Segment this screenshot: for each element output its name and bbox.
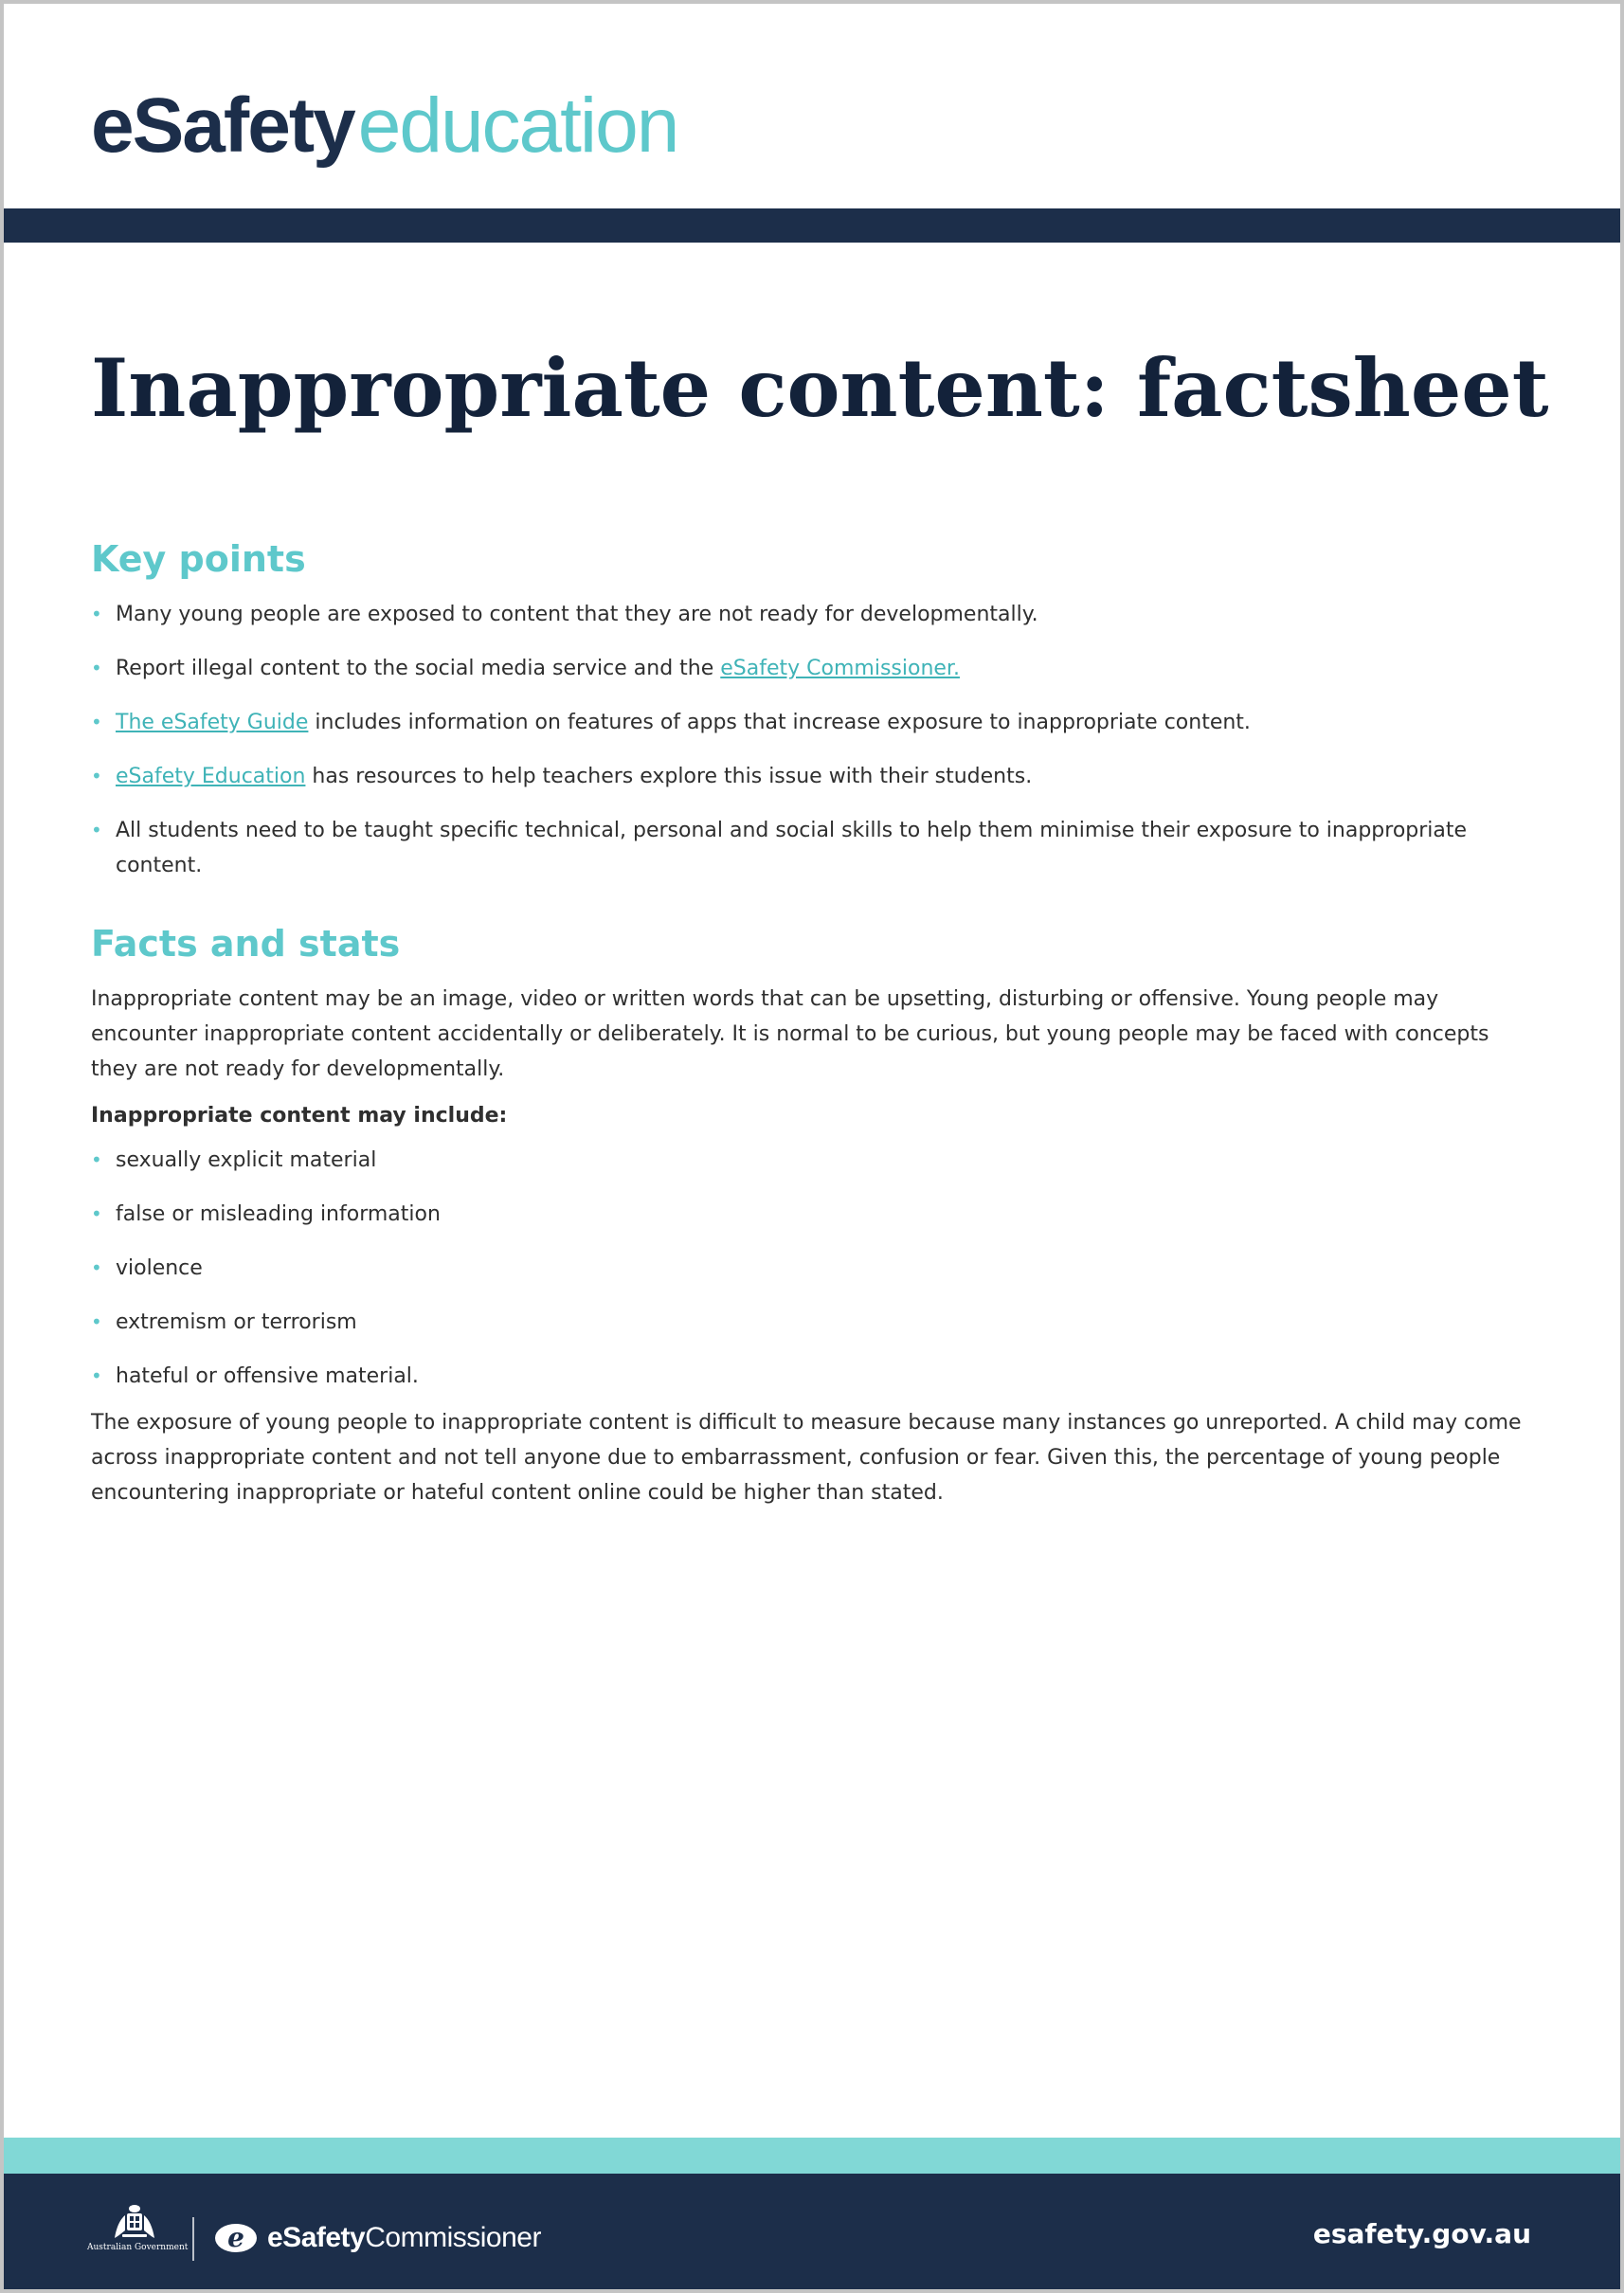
list-item: [91, 1143, 1531, 1178]
esafety-e-icon: [214, 2222, 258, 2254]
key-points-list: [91, 597, 1531, 883]
main-content: [91, 531, 1531, 1510]
esafety-education-link[interactable]: eSafety Education: [116, 765, 306, 788]
bullet-dot-icon: •: [91, 1364, 102, 1387]
content-type-text: sexually explicit material: [116, 1148, 377, 1172]
footer-accent-band: [4, 2138, 1620, 2174]
list-item: [91, 651, 1531, 686]
logo-light-text: education: [357, 82, 678, 169]
logo-strong-text: eSafety: [91, 82, 354, 169]
content-type-text: false or misleading information: [116, 1202, 441, 1226]
facts-heading: Facts and stats: [91, 923, 401, 965]
list-item: [91, 1359, 1531, 1394]
bullet-dot-icon: •: [91, 1310, 102, 1333]
bullet-dot-icon: •: [91, 765, 102, 787]
content-type-text: violence: [116, 1256, 203, 1280]
esafety-commissioner-logo: [214, 2217, 541, 2259]
key-point-text: includes information on features of apps that increase exposure to inappropriate content.: [308, 711, 1251, 734]
commissioner-strong-text: eSafety: [267, 2222, 366, 2253]
key-point-text: All students need to be taught specific technical, personal and social skills to help them minimise their exposure to inappropriate content.: [116, 819, 1468, 877]
bullet-dot-icon: •: [91, 819, 102, 841]
esafety-education-logo: [91, 83, 677, 169]
key-points-heading: Key points: [91, 538, 306, 580]
bullet-dot-icon: •: [91, 603, 102, 625]
content-type-text: hateful or offensive material.: [116, 1364, 419, 1388]
list-item: [91, 1251, 1531, 1286]
bullet-dot-icon: •: [91, 1148, 102, 1171]
facts-closing: The exposure of young people to inappropriate content is difficult to measure because many instances go unreported. A child may come across inappropriate content and not tell anyone due to embarrassment, confusion or fear. Given this, the percentage of young people encountering inappropriate or hateful content online could be higher than stated.: [91, 1411, 1522, 1505]
list-item: [91, 813, 1531, 883]
list-item: [91, 705, 1531, 740]
bullet-dot-icon: •: [91, 657, 102, 679]
key-point-text: Report illegal content to the social media service and the: [116, 657, 721, 680]
coat-of-arms-icon: [109, 2202, 160, 2242]
list-item: [91, 1305, 1531, 1340]
website-link[interactable]: esafety.gov.au: [1312, 2218, 1531, 2249]
list-item: [91, 597, 1531, 632]
bullet-dot-icon: •: [91, 1256, 102, 1279]
page-title: Inappropriate content: factsheet: [91, 341, 1549, 435]
content-types-subheading: Inappropriate content may include:: [91, 1104, 508, 1128]
bullet-dot-icon: •: [91, 711, 102, 733]
commissioner-light-text: Commissioner: [365, 2222, 541, 2253]
government-text: Australian Government: [87, 2243, 189, 2252]
facts-intro: Inappropriate content may be an image, video or written words that can be upsetting, disturbing or offensive. Young people may encounter inappropriate content accidentally or deliberately. It is normal to be curious, but young people may be faced with concepts they are not ready for developmentally.: [91, 987, 1489, 1081]
esafety-commissioner-link[interactable]: eSafety Commissioner.: [720, 657, 960, 680]
footer-divider: [192, 2217, 194, 2261]
svg-text:e: e: [227, 2222, 244, 2253]
australian-government-logo: [87, 2202, 189, 2261]
content-type-text: extremism or terrorism: [116, 1310, 357, 1334]
key-point-text: has resources to help teachers explore this issue with their students.: [305, 765, 1033, 788]
list-item: [91, 1197, 1531, 1232]
list-item: [91, 759, 1531, 794]
header-band: [4, 208, 1620, 243]
esafety-guide-link[interactable]: The eSafety Guide: [116, 711, 309, 734]
key-point-text: Many young people are exposed to content that they are not ready for developmentally.: [116, 603, 1038, 626]
bullet-dot-icon: •: [91, 1202, 102, 1225]
footer: [4, 2174, 1620, 2289]
content-types-list: [91, 1143, 1531, 1394]
